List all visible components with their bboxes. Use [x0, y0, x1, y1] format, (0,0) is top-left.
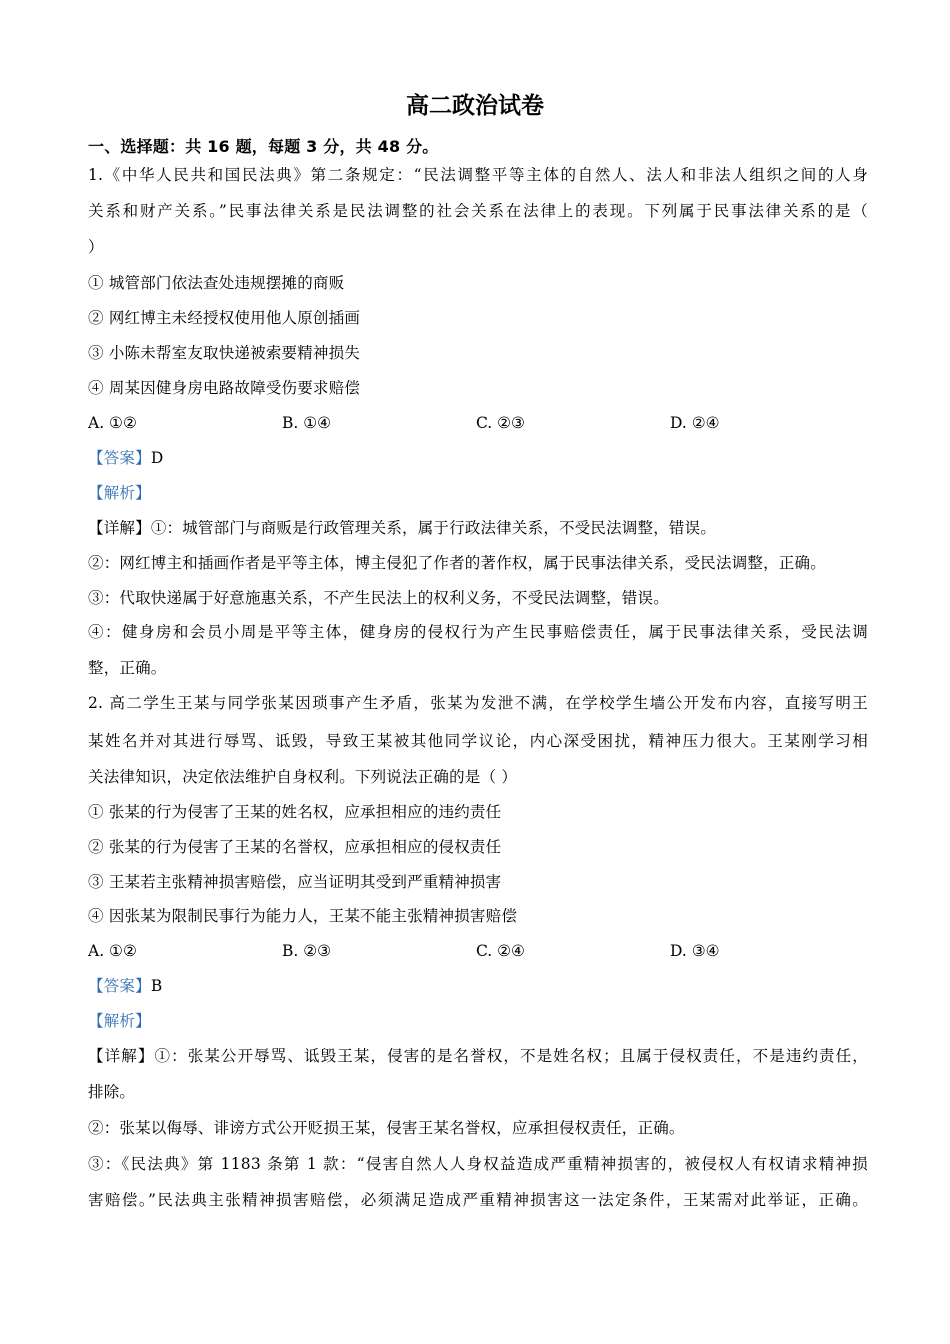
q2-detail-tag: 【详解】: [88, 1047, 155, 1065]
q1-detail-1: [88, 517, 868, 539]
q2-detail-4: ③：《民法典》第 1183 条第 1 款：“侵害自然人人身权益造成严重精神损害的，被侵权人有权请求精神损: [88, 1155, 868, 1173]
q1-stem-line-3: ）: [88, 238, 104, 256]
q1-stem-line-2: 关系和财产关系。”民事法律关系是民法调整的社会关系在法律上的表现。下列属于民事法律关系的是（: [88, 202, 868, 220]
q2-item-3: ③ 王某若主张精神损害赔偿，应当证明其受到严重精神损害: [88, 873, 502, 891]
q1-analysis: [88, 482, 868, 504]
q1-detail-2: ②：网红博主和插画作者是平等主体，博主侵犯了作者的著作权，属于民事法律关系，受民法调整，正确。: [88, 554, 826, 572]
q1-analysis-tag: 【解析】: [88, 484, 151, 502]
q1-detail-text-1: ①：城管部门与商贩是行政管理关系，属于行政法律关系，不受民法调整，错误。: [150, 519, 717, 537]
q1-detail-5: 整，正确。: [88, 659, 167, 677]
q1-detail-3: ③：代取快递属于好意施惠关系，不产生民法上的权利义务，不受民法调整，错误。: [88, 589, 669, 607]
q2-item-2: ② 张某的行为侵害了王某的名誉权，应承担相应的侵权责任: [88, 838, 502, 856]
page-title: 高二政治试卷: [406, 93, 544, 119]
section-heading: 一、选择题：共 16 题，每题 3 分，共 48 分。: [88, 137, 439, 156]
q2-stem-line-3: 关法律知识，决定依法维护自身权利。下列说法正确的是（ ）: [88, 768, 518, 786]
q1-item-4: ④ 周某因健身房电路故障受伤要求赔偿: [88, 379, 361, 397]
q2-detail-3: ②：张某以侮辱、诽谤方式公开贬损王某，侵害王某名誉权，应承担侵权责任，正确。: [88, 1119, 685, 1137]
q2-detail-text-1: ①：张某公开辱骂、诋毁王某，侵害的是名誉权，不是姓名权；且属于侵权责任，不是违约责任，: [154, 1047, 868, 1065]
q1-item-1: ① 城管部门依法查处违规摆摊的商贩: [88, 274, 345, 292]
q2-option-c: C. ②④: [476, 942, 525, 960]
q1-option-d: D. ②④: [670, 414, 720, 432]
q1-option-b: B. ①④: [282, 414, 332, 432]
q1-option-a: A. ①②: [88, 414, 137, 432]
q1-answer-tag: 【答案】: [88, 449, 151, 467]
q1-detail-tag: 【详解】: [88, 519, 151, 537]
q2-option-d: D. ③④: [670, 942, 720, 960]
q1-answer: [88, 447, 868, 469]
q1-option-c: C. ②③: [476, 414, 525, 432]
q2-analysis-tag: 【解析】: [88, 1012, 151, 1030]
q2-analysis: [88, 1010, 868, 1032]
q2-detail-1: [88, 1045, 868, 1067]
q1-detail-4: ④：健身房和会员小周是平等主体，健身房的侵权行为产生民事赔偿责任，属于民事法律关系，受民法调: [88, 623, 868, 641]
q2-answer-tag: 【答案】: [88, 977, 151, 995]
q1-stem-line-1: 1.《中华人民共和国民法典》第二条规定：“民法调整平等主体的自然人、法人和非法人组织之间的人身: [88, 166, 868, 184]
q2-item-1: ① 张某的行为侵害了王某的姓名权，应承担相应的违约责任: [88, 803, 502, 821]
q2-stem-line-2: 某姓名并对其进行辱骂、诋毁，导致王某被其他同学议论，内心深受困扰，精神压力很大。王某刚学习相: [88, 732, 868, 750]
q2-answer: [88, 975, 868, 997]
q2-item-4: ④ 因张某为限制民事行为能力人，王某不能主张精神损害赔偿: [88, 907, 518, 925]
q2-stem-line-1: 2. 高二学生王某与同学张某因琐事产生矛盾，张某为发泄不满，在学校学生墙公开发布内容，直接写明王: [88, 694, 868, 712]
q2-option-a: A. ①②: [88, 942, 137, 960]
q1-answer-value: D: [150, 449, 164, 467]
q1-item-3: ③ 小陈未帮室友取快递被索要精神损失: [88, 344, 361, 362]
q2-answer-value: B: [150, 977, 163, 995]
q2-detail-2: 排除。: [88, 1083, 136, 1101]
q1-item-2: ② 网红博主未经授权使用他人原创插画: [88, 309, 361, 327]
q2-option-b: B. ②③: [282, 942, 332, 960]
q2-detail-5: 害赔偿。”民法典主张精神损害赔偿，必须满足造成严重精神损害这一法定条件，王某需对此举证，正确。: [88, 1191, 868, 1209]
